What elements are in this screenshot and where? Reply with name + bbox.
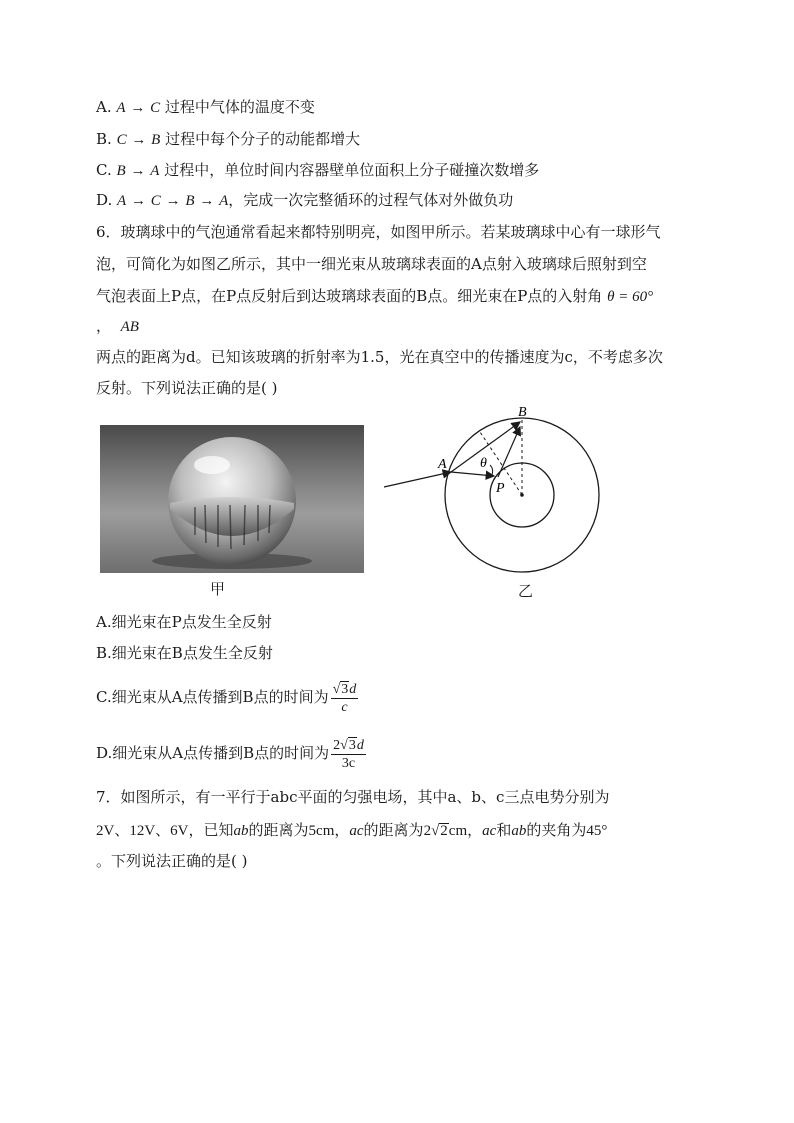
q6-option-d: D.细光束从A点传播到B点的时间为 $\frac{2√3d}{3c}$ — [96, 737, 364, 771]
q7-stem-line-2: 2V、12V、6V，已知ab的距离为5cm，ac的距离为2√2cm，ac和ab的夹角为45° — [96, 821, 608, 839]
angle-arc — [490, 465, 493, 475]
figure-caption-yi: 乙 — [518, 582, 534, 600]
fraction: $\frac{2√3d}{3c}$ — [333, 737, 364, 771]
label-p: P — [496, 481, 505, 496]
q6-stem-line-1: 6．玻璃球中的气泡通常看起来都特别明亮，如图甲所示。若某玻璃球中心有一球形气 — [96, 223, 661, 241]
figure-caption-jia: 甲 — [210, 580, 226, 598]
label-theta: θ — [480, 456, 487, 471]
incident-ray — [384, 472, 451, 487]
q6-stem-line-5: 两点的距离为d。已知该玻璃的折射率为1.5，光在真空中的传播速度为c，不考虑多次 — [96, 348, 663, 366]
optics-diagram — [380, 405, 620, 605]
q6-stem-line-3: 气泡表面上P点，在P点反射后到达玻璃球表面的B点。细光束在P点的入射角 θ = 60° — [96, 287, 654, 305]
ray-a-to-p — [451, 472, 494, 476]
q6-option-b: B.细光束在B点发生全反射 — [96, 644, 273, 662]
q5-option-d: D. A → C → B → A，完成一次完整循环的过程气体对外做负功 — [96, 191, 514, 209]
q6-option-c: C.细光束从A点传播到B点的时间为 $\frac{√3d}{c}$ — [96, 681, 357, 715]
q5-option-a: A. A → C 过程中气体的温度不变 — [96, 98, 315, 116]
ray-p-to-b — [498, 427, 520, 477]
q5-option-b: B. C → B 过程中每个分子的动能都增大 — [96, 130, 361, 148]
q5-option-c: C. B → A 过程中，单位时间内容器壁单位面积上分子碰撞次数增多 — [96, 161, 540, 179]
q6-option-a: A.细光束在P点发生全反射 — [96, 613, 272, 631]
label-a: A — [438, 457, 447, 472]
q6-stem-line-4: ， AB — [96, 317, 139, 335]
q7-stem-line-1: 7．如图所示，有一平行于abc平面的匀强电场，其中a、b、c三点电势分别为 — [96, 788, 610, 806]
math: A — [116, 100, 126, 116]
glass-ball-photo — [100, 425, 364, 573]
fraction: $\frac{√3d}{c}$ — [332, 681, 357, 715]
label-b: B — [518, 405, 527, 420]
q7-stem-line-3: 。下列说法正确的是( ) — [96, 852, 248, 870]
q6-stem-line-2: 泡，可简化为如图乙所示，其中一细光束从玻璃球表面的A点射入玻璃球后照射到空 — [96, 255, 647, 273]
q6-stem-line-6: 反射。下列说法正确的是( ) — [96, 379, 278, 397]
